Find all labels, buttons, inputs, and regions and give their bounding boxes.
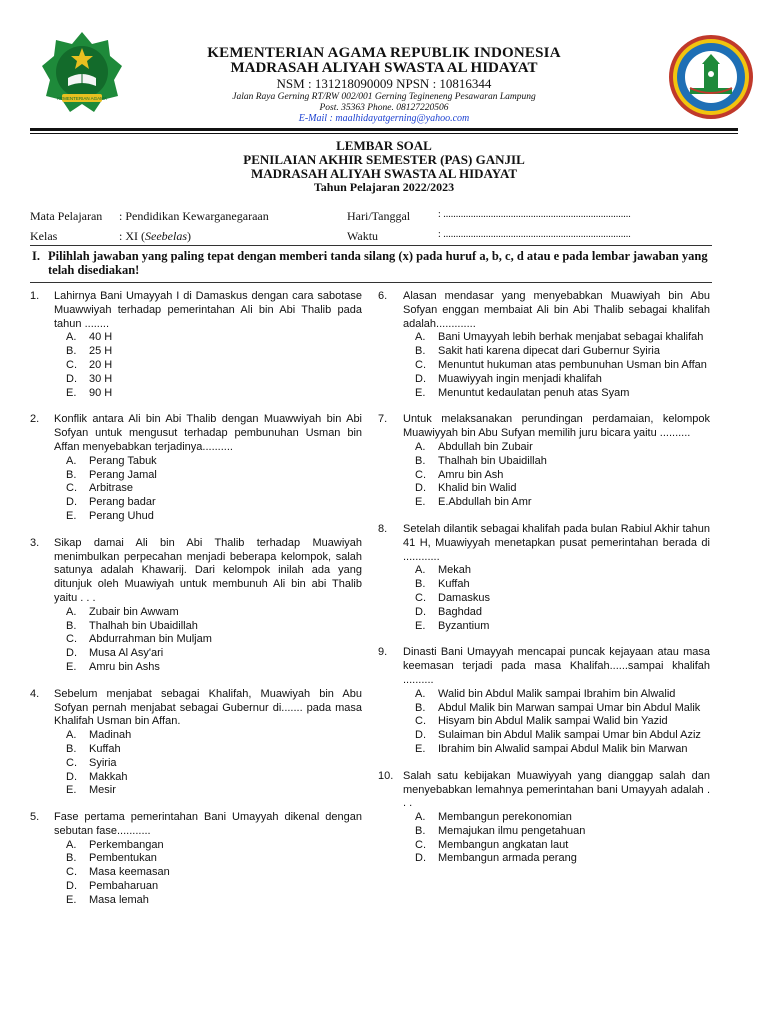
answer-option: [66, 661, 362, 675]
answer-option: [415, 469, 710, 483]
option-text: Madinah: [89, 729, 132, 742]
option-letter: E.: [66, 386, 77, 399]
answer-option: [66, 647, 362, 661]
question-text: Sebelum menjabat sebagai Khalifah, Muawiyah bin Abu Sofyan pernah menjabat sebagai Gubernur di....... pada masa Khalifah Usman bin Affan.: [54, 687, 362, 728]
option-letter: C.: [415, 468, 426, 481]
option-text: Bani Umayyah lebih berhak menjabat sebagai khalifah: [438, 331, 704, 344]
question: [378, 290, 710, 400]
option-text: Hisyam bin Abdul Malik sampai Walid bin Yazid: [438, 715, 668, 728]
sheet-title: LEMBAR SOAL: [336, 138, 432, 153]
option-text: 40 H: [89, 331, 113, 344]
option-letter: B.: [415, 345, 426, 358]
option-text: E.Abdullah bin Amr: [438, 496, 532, 509]
option-text: Arbitrase: [89, 482, 134, 495]
option-text: 20 H: [89, 358, 113, 371]
questions-left-column: [30, 290, 362, 921]
answer-option: [415, 578, 710, 592]
option-text: Ibrahim bin Alwalid sampai Abdul Malik bin Marwan: [438, 742, 688, 755]
answer-option: [66, 729, 362, 743]
answer-option: [415, 620, 710, 634]
answer-options: [66, 606, 362, 675]
answer-option: [415, 606, 710, 620]
question-text: Fase pertama pemerintahan Bani Umayyah dikenal dengan sebutan fase...........: [54, 811, 362, 837]
option-letter: B.: [66, 852, 77, 865]
question: [378, 770, 710, 867]
answer-option: [66, 359, 362, 373]
question: [378, 646, 710, 756]
answer-options: [66, 331, 362, 400]
option-text: Membangun angkatan laut: [438, 838, 569, 851]
answer-option: [415, 715, 710, 729]
answer-option: [415, 482, 710, 496]
answer-option: [415, 331, 710, 345]
school-email[interactable]: E-Mail : maalhidayatgerning@yahoo.com: [298, 113, 470, 124]
option-letter: A.: [415, 564, 426, 577]
answer-option: [415, 839, 710, 853]
option-letter: B.: [415, 578, 426, 591]
subject-value: : Pendidikan Kewarganegaraan: [119, 209, 269, 223]
answer-options: [415, 441, 710, 510]
answer-option: [66, 866, 362, 880]
option-letter: C.: [415, 358, 426, 371]
option-letter: B.: [66, 619, 77, 632]
option-letter: C.: [66, 756, 77, 769]
option-letter: C.: [415, 838, 426, 851]
option-letter: D.: [415, 729, 426, 742]
option-text: Memajukan ilmu pengetahuan: [438, 824, 586, 837]
question: [30, 688, 362, 798]
option-letter: D.: [415, 372, 426, 385]
option-text: Sulaiman bin Abdul Malik sampai Umar bin Abdul Aziz: [438, 729, 701, 742]
answer-option: [415, 852, 710, 866]
answer-option: [415, 592, 710, 606]
question-number: 7.: [378, 413, 388, 426]
answer-option: [415, 811, 710, 825]
answer-option: [66, 345, 362, 359]
question: [378, 523, 710, 633]
option-text: 90 H: [89, 386, 113, 399]
question-number: 1.: [30, 290, 40, 302]
answer-option: [415, 441, 710, 455]
answer-option: [415, 688, 710, 702]
question-text: Setelah dilantik sebagai khalifah pada bulan Rabiul Akhir tahun 41 H, Muawiyyah menetapkan pusat pemerintahan berada di ............: [403, 522, 710, 563]
answer-option: [415, 729, 710, 743]
option-letter: D.: [66, 770, 77, 783]
option-letter: D.: [66, 372, 77, 385]
answer-option: [66, 331, 362, 345]
answer-option: [415, 359, 710, 373]
option-letter: C.: [415, 715, 426, 728]
answer-option: [66, 606, 362, 620]
option-letter: C.: [66, 866, 77, 879]
time-value: : ...........................................................................: [438, 229, 631, 240]
answer-options: [415, 564, 710, 633]
answer-option: [415, 496, 710, 510]
option-letter: B.: [66, 345, 77, 358]
answer-option: [415, 743, 710, 757]
answer-option: [66, 784, 362, 798]
question-text: Untuk melaksanakan perundingan perdamaian, kelompok Muawiyyah bin Abu Sufyan memilih juru bicara yaitu ..........: [403, 413, 710, 440]
option-text: Mesir: [89, 784, 116, 797]
answer-option: [66, 455, 362, 469]
question: [30, 413, 362, 523]
answer-option: [415, 455, 710, 469]
class-label: Kelas: [30, 229, 58, 243]
option-letter: C.: [66, 358, 77, 371]
option-text: 30 H: [89, 372, 113, 385]
option-text: Walid bin Abdul Malik sampai Ibrahim bin Alwalid: [438, 687, 676, 700]
option-letter: B.: [415, 454, 426, 467]
option-letter: E.: [66, 660, 77, 673]
option-letter: E.: [415, 619, 426, 632]
option-text: Perang Jamal: [89, 468, 157, 481]
option-text: Perkembangan: [89, 838, 164, 851]
instruction: [32, 249, 722, 277]
question-number: 2.: [30, 413, 40, 426]
school-address: Jalan Raya Gerning RT/RW 002/001 Gerning Tegineneng Pesawaran Lampung: [232, 92, 536, 102]
school-name: MADRASAH ALIYAH SWASTA AL HIDAYAT: [230, 60, 538, 76]
answer-options: [415, 688, 710, 757]
svg-text:KEMENTERIAN AGAMA: KEMENTERIAN AGAMA: [57, 96, 107, 101]
info-divider: [30, 245, 712, 246]
option-letter: C.: [415, 591, 426, 604]
answer-option: [66, 496, 362, 510]
option-letter: D.: [66, 647, 77, 660]
answer-option: [66, 757, 362, 771]
option-letter: E.: [415, 742, 426, 755]
option-letter: B.: [415, 824, 426, 837]
option-letter: B.: [66, 468, 77, 481]
answer-option: [66, 852, 362, 866]
question-text: Lahirnya Bani Umayyah I di Damaskus dengan cara sabotase Muawwiyah terhadap pemerintahan Ali bin Abi Thalib pada tahun ........: [54, 290, 362, 330]
answer-option: [66, 880, 362, 894]
option-text: Musa Al Asy'ari: [89, 647, 164, 660]
option-text: Masa lemah: [89, 893, 149, 906]
instruction-divider: [30, 282, 712, 283]
question-text: Sikap damai Ali bin Abi Thalib terhadap Muawiyah menimbulkan perpecahan menjadi beberapa kelompok, salah satunya adalah Khawarij. Dari kelompok inilah ada yang ditunjuk oleh Muawiyah untuk membunuh Ali bin abi Thalib yaitu . . .: [54, 536, 362, 604]
option-text: Syiria: [89, 756, 117, 769]
option-letter: D.: [66, 880, 77, 893]
answer-options: [66, 729, 362, 798]
option-letter: B.: [66, 742, 77, 755]
option-letter: A.: [66, 454, 77, 467]
academic-year: Tahun Pelajaran 2022/2023: [313, 180, 455, 194]
option-letter: A.: [66, 838, 77, 851]
header-rule-thin: [30, 133, 738, 134]
option-letter: A.: [66, 729, 77, 742]
option-text: Makkah: [89, 770, 128, 783]
question: [378, 413, 710, 510]
class-value: : XI (Seebelas): [119, 229, 191, 243]
answer-options: [66, 455, 362, 524]
question-number: 8.: [378, 522, 388, 535]
option-letter: A.: [415, 331, 426, 344]
option-text: Pembentukan: [89, 852, 157, 865]
answer-option: [66, 469, 362, 483]
option-text: Pembaharuan: [89, 880, 159, 893]
header-rule-thick: [30, 128, 738, 131]
question-text: Dinasti Bani Umayyah mencapai puncak kejayaan atau masa keemasan terjadi pada masa Khalifah......sampai khalifah ..........: [403, 646, 710, 686]
option-text: Baghdad: [438, 605, 483, 618]
option-text: Menuntut kedaulatan penuh atas Syam: [438, 386, 630, 399]
question-number: 10.: [378, 769, 394, 782]
instruction-number: I.: [32, 249, 40, 263]
option-letter: E.: [415, 386, 426, 399]
option-text: Abdul Malik bin Marwan sampai Umar bin Abdul Malik: [438, 701, 701, 714]
option-letter: D.: [66, 496, 77, 509]
option-letter: E.: [66, 784, 77, 797]
subject-label: Mata Pelajaran: [30, 209, 103, 223]
exam-title: PENILAIAN AKHIR SEMESTER (PAS) GANJIL: [243, 152, 525, 167]
question-number: 6.: [378, 290, 388, 302]
questions-right-column: [378, 290, 710, 879]
option-letter: D.: [415, 482, 426, 495]
option-letter: D.: [415, 852, 426, 865]
answer-option: [66, 894, 362, 908]
option-letter: A.: [415, 440, 426, 453]
option-letter: C.: [66, 633, 77, 646]
option-text: Khalid bin Walid: [438, 482, 517, 495]
option-text: Perang badar: [89, 496, 156, 509]
option-letter: E.: [415, 496, 426, 509]
question-number: 5.: [30, 811, 40, 824]
option-text: Perang Tabuk: [89, 454, 157, 467]
option-text: Perang Uhud: [89, 509, 154, 522]
school-postcode-phone: Post. 35363 Phone. 08127220506: [319, 103, 449, 113]
question: [30, 290, 362, 400]
option-letter: A.: [66, 331, 77, 344]
answer-option: [66, 743, 362, 757]
question-text: Alasan mendasar yang menyebabkan Muawiyah bin Abu Sofyan enggan membaiat Ali bin Abi Thalib sebagai khalifah adalah.............: [403, 290, 710, 330]
option-text: Abdullah bin Zubair: [438, 440, 533, 453]
date-label: Hari/Tanggal: [347, 209, 411, 223]
answer-options: [415, 811, 710, 866]
option-text: Abdurrahman bin Muljam: [89, 633, 212, 646]
option-text: Membangun armada perang: [438, 852, 577, 865]
option-text: Kuffah: [89, 742, 121, 755]
date-value: : ...........................................................................: [438, 209, 631, 220]
option-text: Kuffah: [438, 578, 470, 591]
option-text: Muawiyyah ingin menjadi khalifah: [438, 372, 602, 385]
answer-option: [66, 633, 362, 647]
question-text: Konflik antara Ali bin Abi Thalib dengan Muawwiyah bin Abi Sofyan untuk mengusut terhadap pembunuhan Usman bin Affan menyebabkan terjadinya..........: [54, 413, 362, 453]
option-text: Thalhah bin Ubaidillah: [89, 619, 198, 632]
school-ids: NSM : 131218090009 NPSN : 10816344: [276, 76, 492, 91]
option-text: Amru bin Ashs: [89, 660, 160, 673]
option-text: Amru bin Ash: [438, 468, 504, 481]
school-title: MADRASAH ALIYAH SWASTA AL HIDAYAT: [250, 166, 518, 181]
option-letter: C.: [66, 482, 77, 495]
option-text: Byzantium: [438, 619, 490, 632]
question-number: 9.: [378, 646, 388, 659]
answer-option: [415, 373, 710, 387]
answer-option: [415, 387, 710, 401]
answer-option: [415, 825, 710, 839]
instruction-text: Pilihlah jawaban yang paling tepat dengan memberi tanda silang (x) pada huruf a, b, c, d atau e pada lembar jawaban yang telah disediakan!: [48, 249, 708, 277]
answer-option: [66, 387, 362, 401]
time-label: Waktu: [347, 229, 379, 243]
answer-option: [66, 373, 362, 387]
option-text: Damaskus: [438, 591, 490, 604]
answer-option: [66, 839, 362, 853]
answer-option: [66, 620, 362, 634]
option-letter: E.: [66, 893, 77, 906]
option-text: Mekah: [438, 564, 472, 577]
option-text: 25 H: [89, 345, 113, 358]
option-letter: E.: [66, 509, 77, 522]
option-text: Menuntut hukuman atas pembunuhan Usman bin Affan: [438, 358, 707, 371]
question-number: 3.: [30, 536, 40, 549]
answer-options: [415, 331, 710, 400]
answer-option: [66, 510, 362, 524]
answer-option: [415, 345, 710, 359]
option-text: Membangun perekonomian: [438, 811, 572, 824]
answer-option: [415, 564, 710, 578]
option-text: Sakit hati karena dipecat dari Gubernur Syiria: [438, 345, 660, 358]
answer-option: [66, 482, 362, 496]
question: [30, 811, 362, 908]
question: [30, 537, 362, 675]
option-letter: D.: [415, 605, 426, 618]
option-letter: A.: [415, 811, 426, 824]
ministry-name: KEMENTERIAN AGAMA REPUBLIK INDONESIA: [207, 45, 561, 61]
question-text: Salah satu kebijakan Muawiyyah yang dianggap salah dan menyebabkan lemahnya pemerintahan bani Umayyah adalah . . .: [403, 769, 710, 810]
option-letter: B.: [415, 701, 426, 714]
option-text: Zubair bin Awwam: [89, 605, 179, 618]
answer-option: [415, 702, 710, 716]
answer-options: [66, 839, 362, 908]
option-letter: A.: [66, 605, 77, 618]
question-number: 4.: [30, 687, 40, 700]
option-text: Masa keemasan: [89, 866, 170, 879]
option-letter: A.: [415, 687, 426, 700]
option-text: Thalhah bin Ubaidillah: [438, 454, 547, 467]
answer-option: [66, 771, 362, 785]
